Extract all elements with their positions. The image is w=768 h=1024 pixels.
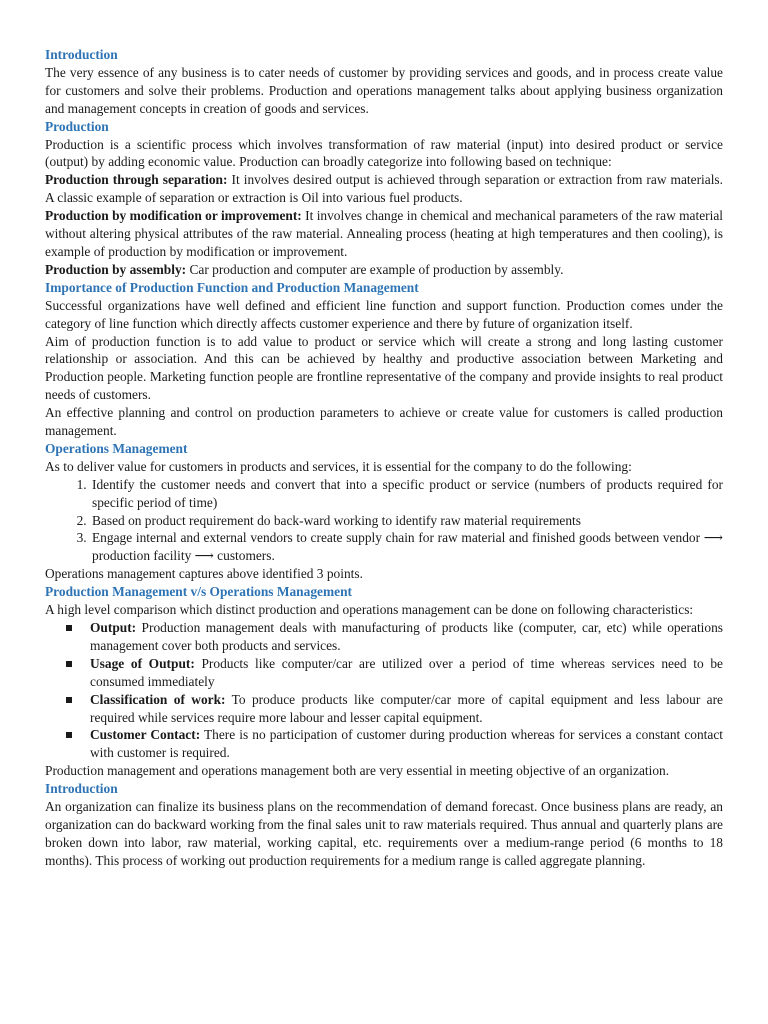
square-bullet-icon: [66, 661, 72, 667]
point-text: To produce products like computer/car more of capital equipment and less labour are required while services require more labour and lesser capital equipment.: [90, 691, 724, 725]
point-text: Products like computer/car are utilized over a period of time whereas services need to be consumed immediately: [90, 655, 723, 689]
list-item: [90, 726, 723, 762]
operations-steps-list: [45, 476, 723, 566]
list-item: [90, 655, 723, 691]
production-type: [45, 207, 723, 261]
intro-paragraph: The very essence of any business is to cater needs of customer by providing services and goods, and in process create value for customers and solve their problems. Production and operations management talks about applying business organization and management concepts in creation of goods and services.: [45, 64, 723, 116]
point-label: Classification of work:: [90, 691, 226, 707]
list-item: [90, 691, 723, 727]
section-heading-importance: Importance of Production Function and Production Management: [45, 279, 419, 295]
point-text: Production management deals with manufacturing of products like (computer, car, etc) while operations management cover both products and services.: [90, 620, 723, 653]
section-heading-introduction-2: Introduction: [45, 781, 118, 797]
importance-paragraph: Successful organizations have well defined and efficient line function and support function. Production comes under the category of line function which directly affects customer experience and there by future of organization itself.: [45, 297, 723, 331]
point-label: Output:: [90, 620, 137, 635]
comparison-intro: A high level comparison which distinct production and operations management can be done on following characteristics:: [45, 602, 694, 618]
section-heading-comparison: Production Management v/s Operations Management: [45, 584, 352, 600]
production-type-text: It involves desired output is achieved through separation or extraction from raw materials. A classic example of separation or extraction is Oil into various fuel products.: [45, 172, 723, 206]
point-label: Customer Contact:: [90, 727, 201, 743]
square-bullet-icon: [66, 732, 72, 738]
production-type-text: Car production and computer are example of production by assembly.: [186, 261, 564, 277]
section-heading-production: Production: [45, 118, 109, 134]
section-heading-operations: Operations Management: [45, 440, 188, 456]
list-item: 2. Based on product requirement do back-ward working to identify raw material requirements: [90, 512, 723, 530]
square-bullet-icon: [66, 697, 72, 703]
square-bullet-icon: [66, 625, 72, 631]
production-type: [45, 261, 723, 279]
point-label: Usage of Output:: [90, 655, 195, 671]
production-type-label: Production through separation:: [45, 172, 228, 188]
production-paragraph: Production is a scientific process which involves transformation of raw material (input) into desired product or service (output) by adding economic value. Production can broadly categorize into following based on technique:: [45, 136, 723, 170]
comparison-list: [45, 619, 723, 762]
point-text: There is no participation of customer during production whereas for services a constant contact with customer is required.: [90, 727, 723, 761]
list-item: [90, 619, 723, 655]
importance-paragraph: Aim of production function is to add value to product or service which will create a strong and long lasting customer relationship or association. And this can be achieved by healthy and productive association between Marketing and Production people. Marketing function people are frontline representative of the company and provide insights to real product needs of customers.: [45, 333, 723, 403]
production-type-text: It involves change in chemical and mechanical parameters of the raw material without altering physical attributes of the raw material. Annealing process (heating at high temperatures and then cooling), is example of production by modification or improvement.: [45, 208, 723, 259]
section-heading-introduction: Introduction: [45, 47, 118, 62]
operations-intro: As to deliver value for customers in products and services, it is essential for the company to do the following:: [45, 458, 632, 474]
production-type: [45, 171, 723, 207]
list-item: 1. Identify the customer needs and convert that into a specific product or service (numbers of products required for specific period of time): [90, 476, 723, 512]
operations-outro: Operations management captures above identified 3 points.: [45, 566, 363, 582]
comparison-outro: Production management and operations management both are very essential in meeting objective of an organization.: [45, 763, 670, 779]
production-type-label: Production by modification or improvement:: [45, 208, 302, 224]
list-item: 3. Engage internal and external vendors to create supply chain for raw material and finished goods between vendor ⟶ production facility ⟶ customers.: [90, 529, 723, 565]
document-page: [45, 46, 723, 870]
aggregate-planning-paragraph: An organization can finalize its business plans on the recommendation of demand forecast. Once business plans are ready, an organization can do backward working from the final sales unit to raw materials required. Thus annual and quarterly plans are broken down into labor, raw material, working capital, etc. requirements over a medium-range period (6 months to 18 months). This process of working out production requirements for a medium range is called aggregate planning.: [45, 799, 723, 868]
production-type-label: Production by assembly:: [45, 261, 187, 277]
importance-paragraph: An effective planning and control on production parameters to achieve or create value for customers is called production management.: [45, 405, 723, 439]
